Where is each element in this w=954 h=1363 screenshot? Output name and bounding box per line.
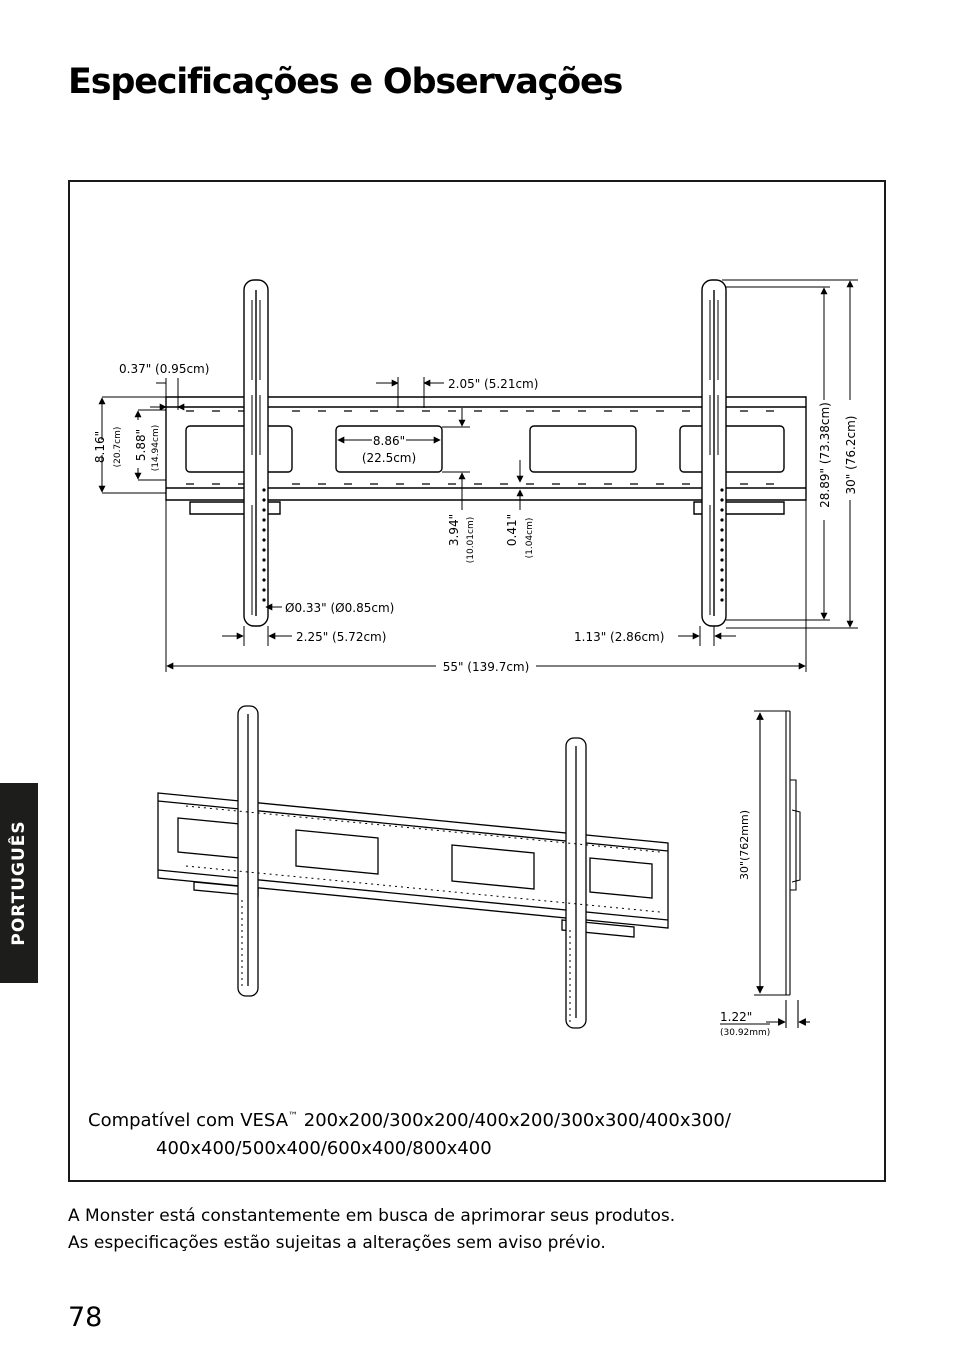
dim-window: 8.86"	[372, 434, 406, 448]
side-view	[720, 711, 810, 1028]
disclaimer-line-1: A Monster está constantemente em busca de aprimorar seus produtos.	[68, 1206, 676, 1226]
dim-height-2889: 28.89" (73.38cm)	[818, 402, 832, 508]
language-tab	[0, 783, 38, 983]
disclaimer	[68, 1203, 675, 1257]
dim-arm-width: 2.25" (5.72cm)	[296, 630, 387, 644]
dim-slot-width: 0.37" (0.95cm)	[119, 362, 210, 376]
dim-394: 3.94"	[447, 513, 461, 547]
dim-total-width: 55" (139.7cm)	[442, 660, 530, 674]
dim-height-816: 8.16"	[93, 430, 107, 464]
dim-slot-spacing: 2.05" (5.21cm)	[448, 377, 539, 391]
perspective-view	[158, 706, 668, 1028]
vesa-line-2: 400x400/500x400/600x400/800x400	[156, 1138, 492, 1159]
front-view	[166, 280, 806, 626]
page-number: 78	[68, 1302, 103, 1333]
language-tab-label: PORTUGUÊS	[9, 820, 29, 946]
dim-394-cm: (10.01cm)	[466, 516, 476, 564]
dim-window-cm: (22.5cm)	[361, 451, 417, 465]
dim-depth-mm: (30.92mm)	[720, 1028, 771, 1038]
dim-041: 0.41"	[505, 513, 519, 547]
dim-side-height: 30"(762mm)	[738, 809, 751, 881]
vesa-prefix: Compatível com VESA	[88, 1110, 289, 1131]
dim-arm-offset: 1.13" (2.86cm)	[574, 630, 665, 644]
dim-height-816-cm: (20.7cm)	[113, 426, 123, 468]
trademark-symbol: ™	[288, 1111, 299, 1122]
dim-height-30: 30" (76.2cm)	[844, 415, 858, 495]
dim-041-cm: (1.04cm)	[525, 517, 535, 559]
dim-depth: 1.22"	[720, 1010, 753, 1024]
dim-height-588: 5.88"	[134, 428, 148, 462]
disclaimer-line-2: As especificações estão sujeitas a alterações sem aviso prévio.	[68, 1233, 606, 1253]
dim-hole-diameter: Ø0.33" (Ø0.85cm)	[285, 601, 395, 615]
vesa-compatibility	[88, 1103, 731, 1163]
vesa-line-1: 200x200/300x200/400x200/300x300/400x300/	[298, 1110, 731, 1131]
dim-height-588-cm: (14.94cm)	[151, 424, 161, 472]
page-title: Especificações e Observações	[68, 62, 623, 102]
